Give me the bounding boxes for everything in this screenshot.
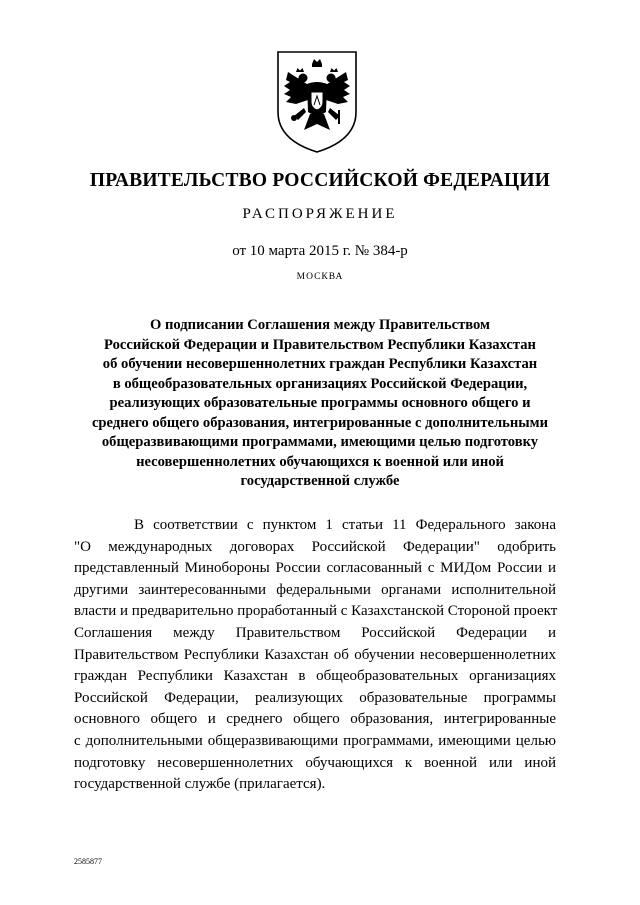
coat-of-arms-icon: [274, 50, 360, 154]
body-line: с дополнительными общеразвивающими программами, имеющими целью: [74, 732, 556, 749]
body-line: Соглашения между Правительством Российской Федерации и: [74, 624, 556, 641]
body-line: Правительством Республики Казахстан об обучении несовершеннолетних: [74, 646, 556, 663]
document-type: РАСПОРЯЖЕНИЕ: [242, 206, 398, 222]
document-code: 2585877: [74, 857, 102, 866]
body-line: основного общего и среднего общего образования, интегрированные: [74, 711, 556, 728]
body-line: другими заинтересованными федеральными органами исполнительной: [74, 581, 556, 598]
body-line: Российской Федерации, реализующих образовательные программы: [74, 689, 556, 706]
document-heading: [60, 316, 580, 492]
heading-line: Российской Федерации и Правительством Республики Казахстан: [104, 336, 536, 353]
heading-line: об обучении несовершеннолетних граждан Республики Казахстан: [102, 356, 538, 372]
government-title: ПРАВИТЕЛЬСТВО РОССИЙСКОЙ ФЕДЕРАЦИИ: [89, 170, 551, 191]
body-line: подготовку несовершеннолетних обучающихся к военной или иной: [74, 754, 556, 771]
document-city: МОСКВА: [296, 272, 344, 282]
heading-line: О подписании Соглашения между Правительством: [150, 317, 490, 333]
heading-line: несовершеннолетних обучающихся к военной или иной: [136, 453, 504, 470]
body-line: представленный Минобороны России согласованный с МИДом России и: [74, 560, 556, 577]
body-line: государственной службе (прилагается).: [74, 776, 326, 793]
heading-line: общеразвивающими программами, имеющими целью подготовку: [101, 434, 539, 450]
document-body: [74, 515, 556, 796]
body-line: власти и предварительно проработанный с Казахстанской Стороной проект: [74, 603, 558, 620]
document-date-number: от 10 марта 2015 г. № 384-р: [232, 243, 408, 259]
heading-line: реализующих образовательные программы основного общего и: [109, 395, 531, 411]
heading-line: среднего общего образования, интегрированные с дополнительными: [91, 414, 549, 431]
heading-line: в общеобразовательных организациях Российской Федерации,: [112, 375, 528, 392]
heading-line: государственной службе: [240, 473, 400, 489]
body-line: В соответствии с пунктом 1 статьи 11 Федерального закона: [134, 517, 556, 533]
body-line: граждан Республики Казахстан в общеобразовательных организациях: [74, 668, 556, 685]
body-line: "О международных договорах Российской Федерации" одобрить: [74, 538, 556, 555]
